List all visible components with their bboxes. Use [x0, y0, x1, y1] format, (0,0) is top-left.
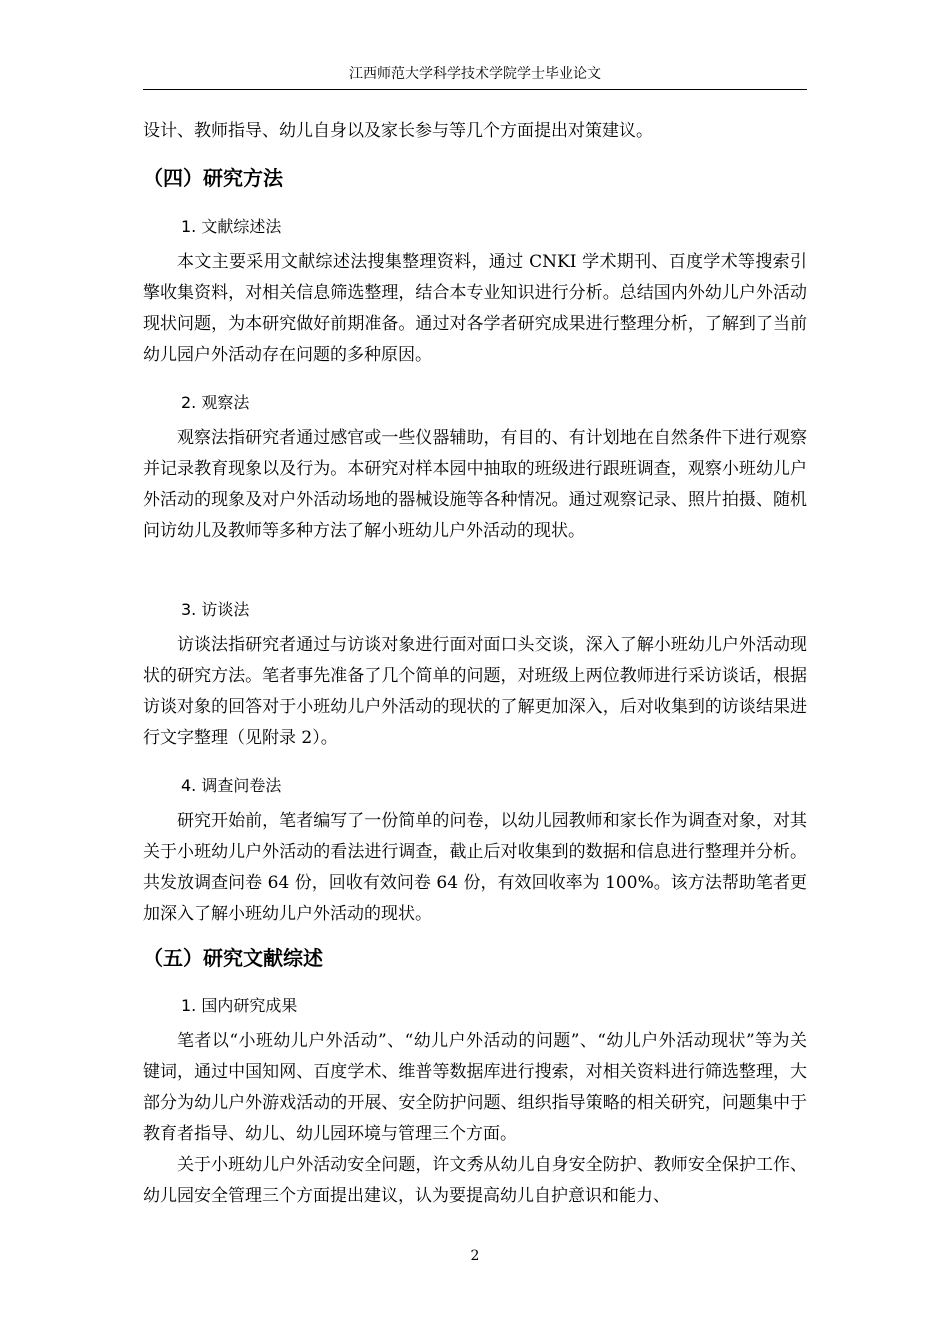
header-divider — [143, 89, 807, 90]
observation-paragraph — [143, 423, 807, 547]
paragraph-text: 笔者以“小班幼儿户外活动”、“幼儿户外活动的问题”、“幼儿户外活动现状”等为关键词，通过中国知网、百度学术、维普等数据库进行搜索，对相关资料进行筛选整理，大部分为幼儿户外游戏活动的开展、安全防护问题、组织指导策略的相关研究，问题集中于教育者指导、幼儿、幼儿园环境与管理三个方面。 — [143, 1031, 807, 1144]
paragraph-text: 观察法指研究者通过感官或一些仪器辅助，有目的、有计划地在自然条件下进行观察并记录教育现象以及行为。本研究对样本园中抽取的班级进行跟班调查，观察小班幼儿户外活动的现象及对户外活动场地的器械设施等各种情况。通过观察记录、照片拍摄、随机问访幼儿及教师等多种方法了解小班幼儿户外活动的现状。 — [143, 428, 807, 541]
running-header: 江西师范大学科学技术学院学士毕业论文 — [349, 66, 601, 82]
paragraph-text: 关于小班幼儿户外活动安全问题，许文秀从幼儿自身安全防护、教师安全保护工作、幼儿园安全管理三个方面提出建议，认为要提高幼儿自护意识和能力、 — [143, 1155, 807, 1206]
paragraph-text: 设计、教师指导、幼儿自身以及家长参与等几个方面提出对策建议。 — [143, 121, 653, 141]
interview-paragraph — [143, 630, 807, 754]
subheading-literature-review: 1. 文献综述法 — [181, 217, 282, 236]
subheading-questionnaire: 4. 调查问卷法 — [181, 776, 282, 795]
paragraph-text: 研究开始前，笔者编写了一份简单的问卷，以幼儿园教师和家长作为调查对象，对其关于小班幼儿户外活动的看法进行调查，截止后对收集到的数据和信息进行整理并分析。共发放调查问卷 64 份，回收有效问卷 64 份，有效回收率为 100%。该方法帮助笔者更加深入了解小班幼儿户外活动的现状。 — [143, 811, 807, 924]
questionnaire-paragraph — [143, 806, 807, 930]
paragraph-text: 访谈法指研究者通过与访谈对象进行面对面口头交谈，深入了解小班幼儿户外活动现状的研究方法。笔者事先准备了几个简单的问题，对班级上两位教师进行采访谈话，根据访谈对象的回答对于小班幼儿户外活动的现状的了解更加深入，后对收集到的访谈结果进行文字整理（见附录 2）。 — [143, 635, 807, 748]
subheading-interview: 3. 访谈法 — [181, 600, 250, 619]
page-number: 2 — [470, 1248, 480, 1264]
paragraph-text: 本文主要采用文献综述法搜集整理资料，通过 CNKI 学术期刊、百度学术等搜索引擎收集资料，对相关信息筛选整理，结合本专业知识进行分析。总结国内外幼儿户外活动现状问题，为本研究做好前期准备。通过对各学者研究成果进行整理分析，了解到了当前幼儿园户外活动存在问题的多种原因。 — [143, 252, 807, 365]
section-heading-literature: （五）研究文献综述 — [143, 946, 323, 970]
subheading-observation: 2. 观察法 — [181, 393, 250, 412]
domestic-research-paragraphs — [143, 1026, 807, 1212]
intro-paragraph — [143, 116, 807, 147]
literature-review-paragraph — [143, 247, 807, 371]
subheading-domestic-research: 1. 国内研究成果 — [181, 996, 298, 1015]
section-heading-methods: （四）研究方法 — [143, 166, 283, 190]
